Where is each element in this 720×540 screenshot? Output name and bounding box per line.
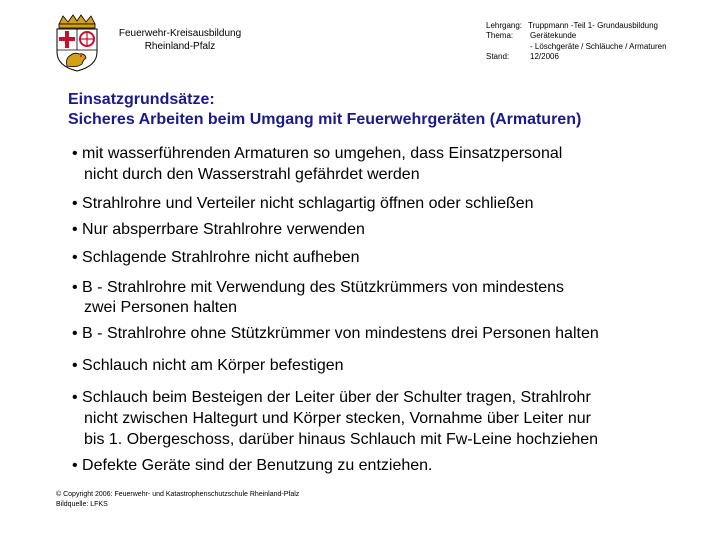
list-item-continuation: bis 1. Obergeschoss, darüber hinaus Schlauch mit Fw-Leine hochziehen bbox=[84, 431, 599, 448]
stand-value: 12/2006 bbox=[530, 52, 559, 61]
page-title: Einsatzgrundsätze: bbox=[68, 91, 215, 108]
list-item-continuation: zwei Personen halten bbox=[84, 299, 237, 316]
list-item-continuation: nicht durch den Wasserstrahl gefährdet werden bbox=[84, 166, 420, 183]
list-item: • Schlauch nicht am Körper befestigen bbox=[72, 357, 344, 374]
list-item: • B - Strahlrohre mit Verwendung des Stützkrümmers von mindestens bbox=[72, 279, 565, 296]
stand-label: Stand: bbox=[486, 52, 510, 61]
lehrgang-value: Truppmann -Teil 1- Grundausbildung bbox=[528, 21, 658, 30]
list-item: • Schlagende Strahlrohre nicht aufheben bbox=[72, 249, 360, 266]
coat-of-arms-rheinland-pfalz-icon bbox=[53, 14, 101, 72]
list-item: • Nur absperrbare Strahlrohre verwenden bbox=[72, 221, 365, 238]
org-name: Feuerwehr-Kreisausbildung bbox=[118, 28, 242, 39]
footer-image-source: Bildquelle: LFKS bbox=[56, 501, 108, 508]
list-item: • Strahlrohre und Verteiler nicht schlagartig öffnen oder schließen bbox=[72, 195, 534, 212]
lehrgang-label: Lehrgang: bbox=[486, 21, 523, 30]
list-item: • mit wasserführenden Armaturen so umgehen, dass Einsatzpersonal bbox=[72, 145, 563, 162]
thema-label: Thema: bbox=[486, 31, 514, 40]
org-state: Rheinland-Pfalz bbox=[144, 41, 216, 52]
footer-copyright: © Copyright 2006: Feuerwehr- und Katastrophenschutzschule Rheinland-Pfalz bbox=[56, 491, 300, 498]
list-item: • Schlauch beim Besteigen der Leiter über der Schulter tragen, Strahlrohr bbox=[72, 389, 591, 406]
thema-value: Gerätekunde bbox=[530, 31, 577, 40]
list-item: • B - Strahlrohre ohne Stützkrümmer von mindestens drei Personen halten bbox=[72, 325, 599, 342]
thema-value-detail: - Löschgeräte / Schläuche / Armaturen bbox=[530, 42, 667, 51]
page-subtitle: Sicheres Arbeiten beim Umgang mit Feuerwehrgeräten (Armaturen) bbox=[68, 111, 582, 128]
list-item: • Defekte Geräte sind der Benutzung zu entziehen. bbox=[72, 457, 433, 474]
list-item-continuation: nicht zwischen Haltegurt und Körper stecken, Vornahme über Leiter nur bbox=[84, 410, 591, 427]
